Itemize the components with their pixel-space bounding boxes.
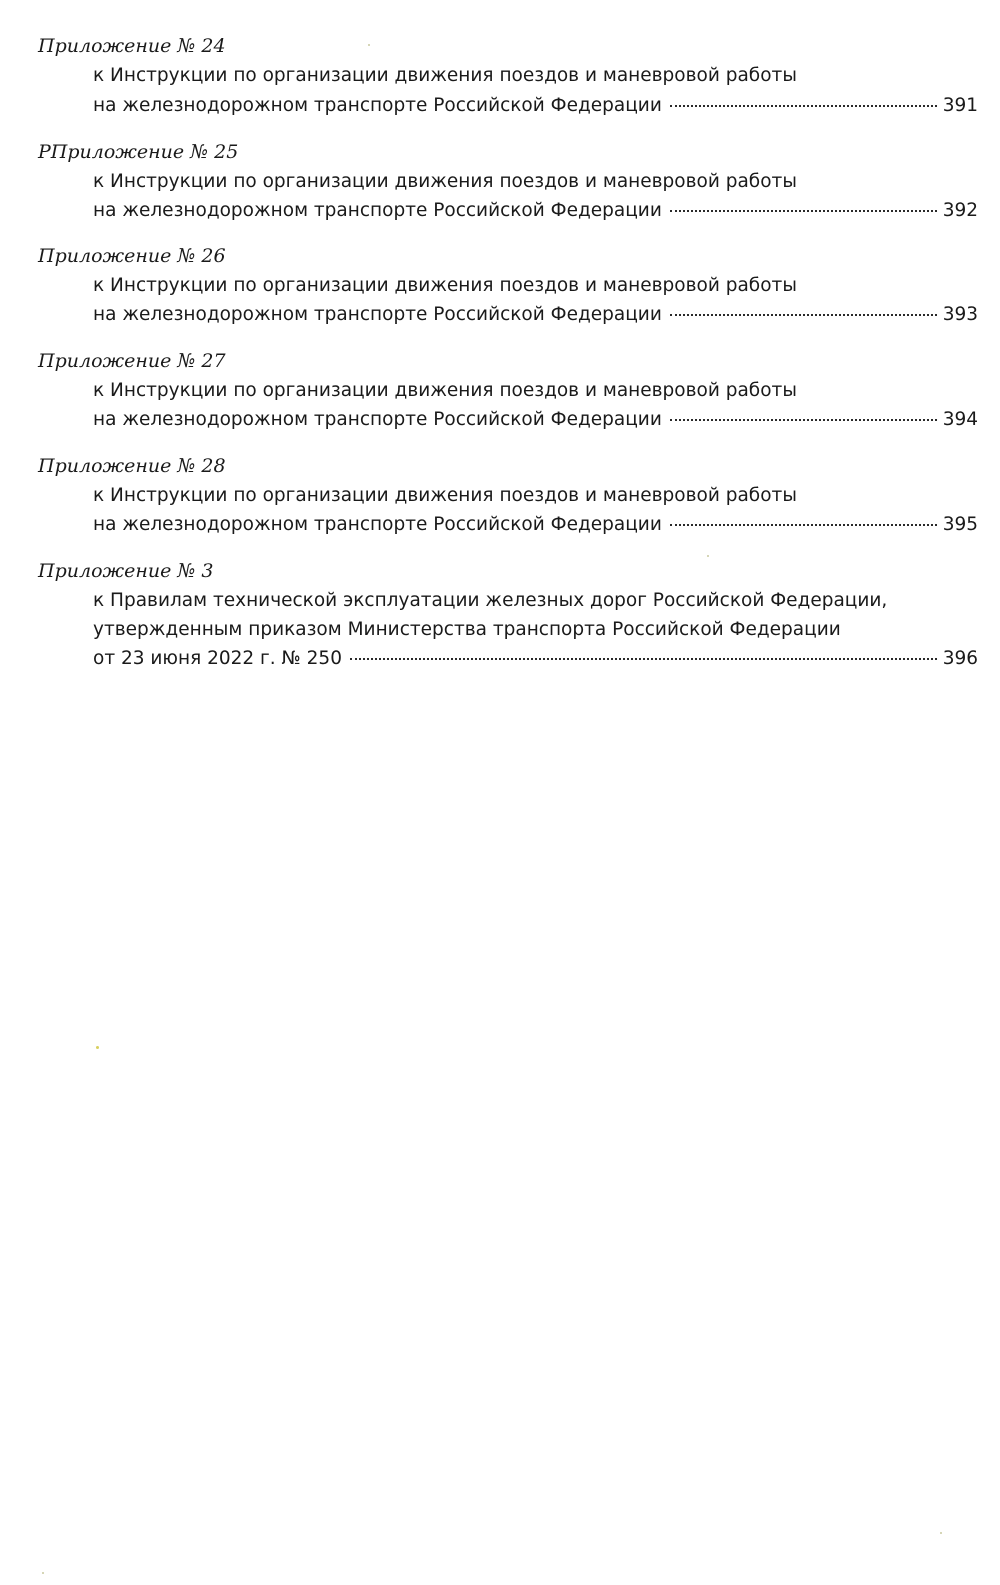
appendix-heading: Приложение № 3 [38,560,214,582]
page-number: 395 [942,514,978,535]
scan-speck [940,1532,942,1534]
entry-line: к Инструкции по организации движения поездов и маневровой работы [93,380,797,401]
dot-leader [670,210,937,212]
page-number: 393 [942,304,978,325]
entry-last-line [93,409,978,431]
entry-last-line [93,304,978,326]
page-number: 396 [942,648,978,669]
entry-line: к Инструкции по организации движения поездов и маневровой работы [93,485,797,506]
page-number: 391 [942,95,978,116]
entry-line: к Инструкции по организации движения поездов и маневровой работы [93,275,797,296]
entry-last-line [93,514,978,536]
scan-speck [368,44,370,46]
entry-line: от 23 июня 2022 г. № 250 [93,648,342,669]
scan-speck [42,1572,44,1574]
dot-leader [670,419,937,421]
entry-line: утвержденным приказом Министерства транспорта Российской Федерации [93,619,841,640]
dot-leader [670,524,937,526]
dot-leader [670,314,937,316]
entry-line: к Инструкции по организации движения поездов и маневровой работы [93,65,797,86]
appendix-heading: Приложение № 28 [38,455,226,477]
scan-speck [707,555,709,557]
entry-last-line [93,200,978,222]
entry-line: на железнодорожном транспорте Российской Федерации [93,514,662,535]
entry-line: к Правилам технической эксплуатации железных дорог Российской Федерации, [93,590,888,611]
dot-leader [670,105,937,107]
page-number: 392 [942,200,978,221]
entry-line: на железнодорожном транспорте Российской Федерации [93,200,662,221]
scan-speck [96,1046,99,1049]
appendix-heading: Приложение № 26 [38,245,226,267]
entry-line: на железнодорожном транспорте Российской Федерации [93,95,662,116]
entry-line: на железнодорожном транспорте Российской Федерации [93,304,662,325]
appendix-heading: РПриложение № 25 [38,141,239,163]
entry-last-line [93,95,978,117]
appendix-heading: Приложение № 24 [38,35,226,57]
page-number: 394 [942,409,978,430]
entry-line: к Инструкции по организации движения поездов и маневровой работы [93,171,797,192]
entry-line: на железнодорожном транспорте Российской Федерации [93,409,662,430]
appendix-heading: Приложение № 27 [38,350,226,372]
entry-last-line [93,648,978,670]
dot-leader [350,658,937,660]
